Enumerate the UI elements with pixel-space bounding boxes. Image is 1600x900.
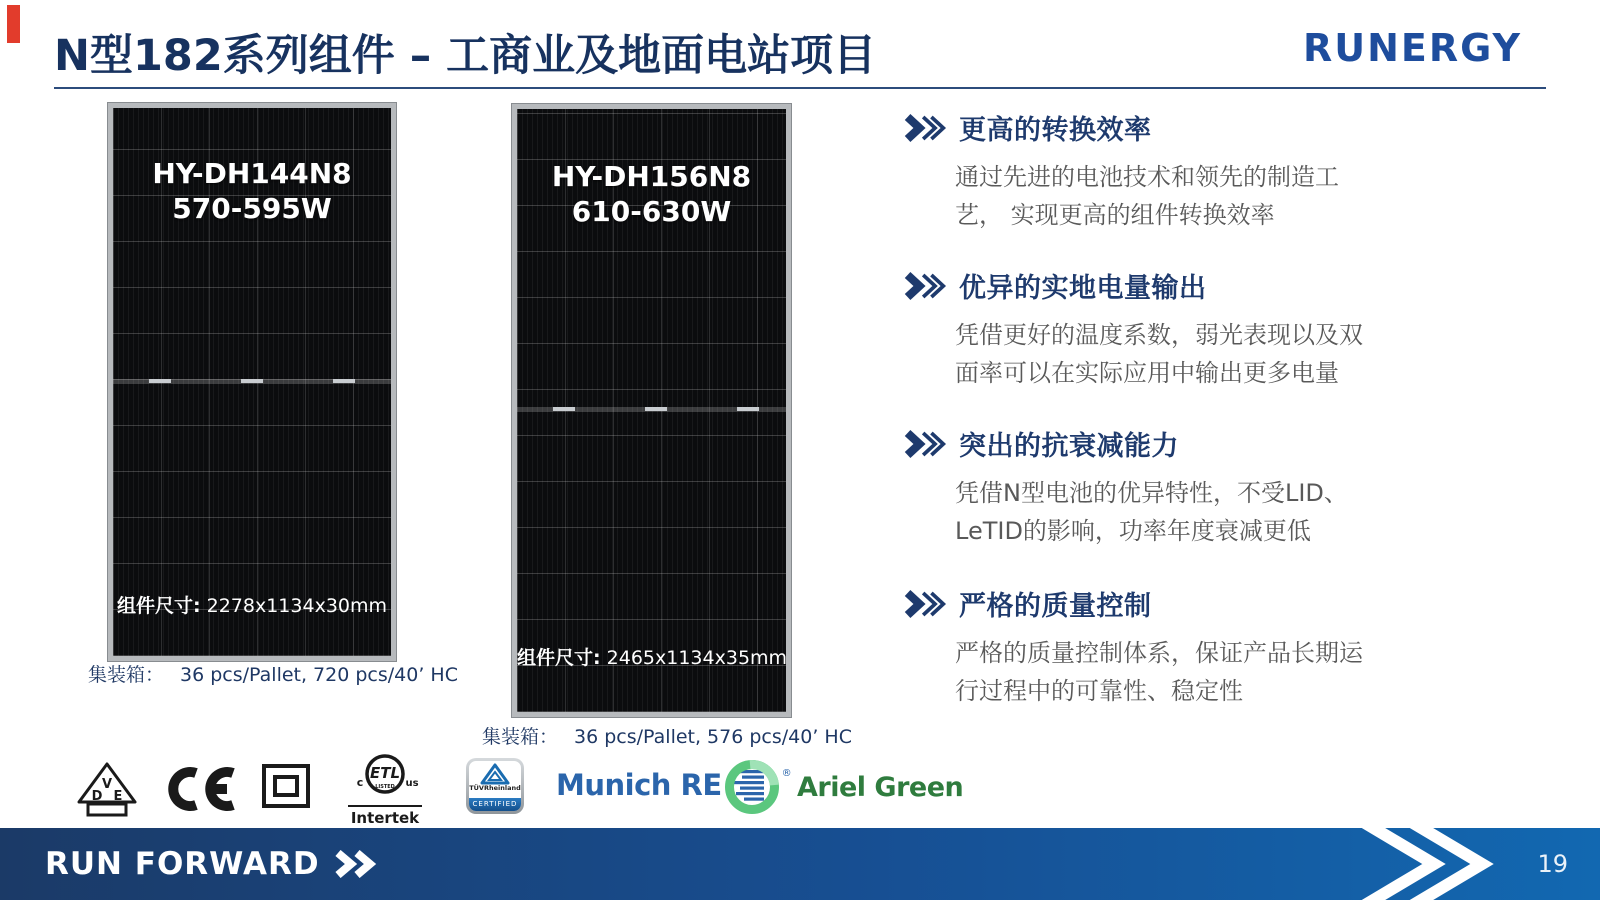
feature-title: 更高的转换效率 — [959, 115, 1152, 146]
page-number: 19 — [1537, 850, 1568, 878]
munich-re-label: Munich RE — [556, 768, 722, 802]
panel-size-label: 组件尺寸: — [116, 595, 201, 617]
intertek-label: Intertek — [348, 805, 422, 827]
double-insulation-icon — [262, 764, 310, 808]
panel-connector-dots — [553, 407, 575, 411]
feature-body — [955, 474, 1363, 550]
svg-text:LISTED: LISTED — [375, 784, 395, 790]
vde-certification-icon — [75, 760, 139, 824]
title-divider — [54, 87, 1546, 89]
feature-title: 严格的质量控制 — [959, 591, 1152, 622]
footer-bar — [0, 828, 1600, 900]
feature-body — [955, 316, 1363, 392]
panel-size-text — [517, 643, 786, 670]
svg-text:ETL: ETL — [369, 764, 401, 782]
feature-body-line: 面率可以在实际应用中输出更多电量 — [955, 359, 1339, 387]
etl-certification-icon — [348, 752, 422, 827]
svg-text:E: E — [113, 789, 123, 804]
panel-power: 610-630W — [571, 195, 732, 228]
container-value: 36 pcs/Pallet, 720 pcs/40’ HC — [180, 664, 458, 686]
panel-size-value: 2465x1134x35mm — [606, 647, 788, 669]
feature-power-output — [903, 266, 1363, 392]
ariel-green-ring-icon — [725, 760, 779, 814]
panel-size-text — [113, 591, 391, 618]
double-chevron-icon — [903, 113, 947, 143]
container-label: 集装箱： — [482, 726, 559, 748]
svg-text:V: V — [101, 777, 113, 792]
runergy-logo: RUNERGY — [1302, 26, 1522, 70]
tuv-brand-label: TÜVRheinland — [469, 784, 521, 792]
container-value: 36 pcs/Pallet, 576 pcs/40’ HC — [574, 726, 852, 748]
feature-title: 突出的抗衰减能力 — [959, 431, 1179, 462]
red-accent-bar — [7, 5, 20, 43]
ce-mark-icon — [165, 766, 237, 816]
feature-quality-control — [903, 584, 1363, 710]
panel-model: HY-DH156N8 — [551, 160, 752, 193]
panel-model-power — [517, 159, 786, 229]
svg-text:us: us — [405, 778, 419, 789]
footer-chevron-decoration — [1352, 828, 1522, 900]
feature-body-line: 行过程中的可靠性、稳定性 — [955, 677, 1243, 705]
feature-body-line: 凭借更好的温度系数，弱光表现以及双 — [955, 321, 1363, 349]
feature-body-line: 凭借N型电池的优异特性，不受LID、 — [955, 479, 1348, 507]
ariel-green-logo — [725, 760, 963, 814]
panel-container-caption — [482, 722, 852, 749]
solar-panel-image-144 — [108, 103, 396, 661]
slogan-text: RUN FORWARD — [45, 846, 320, 882]
tuv-certified-band: CERTIFIED — [469, 798, 521, 811]
double-chevron-icon — [903, 271, 947, 301]
feature-title: 优异的实地电量输出 — [959, 273, 1207, 304]
double-chevron-icon — [903, 429, 947, 459]
panel-connector-dots — [149, 379, 171, 383]
registered-mark: ® — [781, 768, 792, 779]
feature-body-line: LeTID的影响，功率年度衰减更低 — [955, 517, 1311, 545]
svg-text:D: D — [91, 789, 103, 804]
panel-container-caption — [88, 660, 458, 687]
svg-text:c: c — [356, 776, 364, 789]
panel-size-label: 组件尺寸: — [517, 647, 601, 669]
panel-size-value: 2278x1134x30mm — [206, 595, 388, 617]
double-chevron-icon — [903, 589, 947, 619]
page-title: N型182系列组件 – 工商业及地面电站项目 — [54, 31, 877, 81]
feature-efficiency — [903, 108, 1363, 234]
feature-anti-degradation — [903, 424, 1363, 550]
feature-body — [955, 634, 1363, 710]
ariel-green-label: Ariel Green — [797, 771, 964, 803]
panel-power: 570-595W — [172, 192, 332, 225]
panel-split-line — [113, 379, 391, 384]
solar-panel-image-156 — [512, 104, 791, 717]
panel-split-line — [517, 407, 786, 412]
feature-body-line: 通过先进的电池技术和领先的制造工 — [955, 163, 1339, 191]
run-forward-slogan — [0, 846, 380, 882]
panel-model-power — [113, 156, 391, 226]
feature-body — [955, 158, 1363, 234]
feature-body-line: 艺， 实现更高的组件转换效率 — [955, 201, 1275, 229]
container-label: 集装箱： — [88, 664, 165, 686]
feature-body-line: 严格的质量控制体系，保证产品长期运 — [955, 639, 1363, 667]
slogan-chevron-icon — [334, 850, 380, 878]
panel-model: HY-DH144N8 — [152, 157, 352, 190]
tuv-rheinland-badge — [466, 758, 524, 814]
